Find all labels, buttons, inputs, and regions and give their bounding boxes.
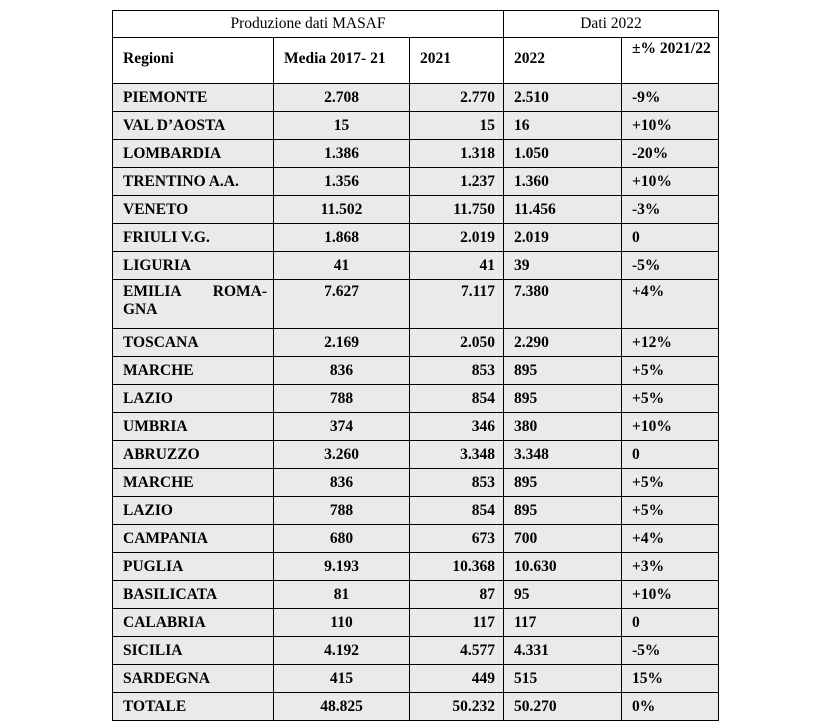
- value-2021-cell: 117: [410, 609, 504, 637]
- pct-cell: -5%: [622, 637, 719, 665]
- table-row: [113, 252, 719, 280]
- value-2022-cell: 39: [504, 252, 622, 280]
- region-cell: PUGLIA: [113, 553, 274, 581]
- region-cell: ABRUZZO: [113, 441, 274, 469]
- value-2022-cell: 2.019: [504, 224, 622, 252]
- value-2022-cell: 2.290: [504, 329, 622, 357]
- media-cell: 788: [274, 385, 410, 413]
- media-cell: 2.169: [274, 329, 410, 357]
- value-2022-cell: 895: [504, 385, 622, 413]
- column-header-pct: ±% 2021/22: [622, 38, 719, 84]
- media-cell: 11.502: [274, 196, 410, 224]
- value-2022-cell: 895: [504, 497, 622, 525]
- region-cell: UMBRIA: [113, 413, 274, 441]
- region-cell: MARCHE: [113, 357, 274, 385]
- column-header-row: [113, 38, 719, 84]
- media-cell: 415: [274, 665, 410, 693]
- pct-cell: +10%: [622, 581, 719, 609]
- group-header-2022: Dati 2022: [504, 11, 719, 38]
- value-2021-cell: 854: [410, 497, 504, 525]
- value-2021-cell: 50.232: [410, 693, 504, 721]
- value-2022-cell: 700: [504, 525, 622, 553]
- pct-cell: -9%: [622, 84, 719, 112]
- value-2021-cell: 2.770: [410, 84, 504, 112]
- value-2022-cell: 4.331: [504, 637, 622, 665]
- media-cell: 374: [274, 413, 410, 441]
- region-cell: LAZIO: [113, 497, 274, 525]
- value-2021-cell: 41: [410, 252, 504, 280]
- value-2021-cell: 673: [410, 525, 504, 553]
- value-2021-cell: 2.019: [410, 224, 504, 252]
- table-row: [113, 581, 719, 609]
- region-cell: LOMBARDIA: [113, 140, 274, 168]
- value-2022-cell: 2.510: [504, 84, 622, 112]
- value-2022-cell: 10.630: [504, 553, 622, 581]
- pct-cell: +5%: [622, 497, 719, 525]
- value-2022-cell: 117: [504, 609, 622, 637]
- value-2021-cell: 853: [410, 357, 504, 385]
- media-cell: 788: [274, 497, 410, 525]
- value-2021-cell: 11.750: [410, 196, 504, 224]
- value-2021-cell: 1.318: [410, 140, 504, 168]
- value-2022-cell: 1.360: [504, 168, 622, 196]
- media-cell: 81: [274, 581, 410, 609]
- value-2022-cell: 50.270: [504, 693, 622, 721]
- column-header-2021: 2021: [410, 38, 504, 84]
- table-row: [113, 525, 719, 553]
- media-cell: 1.868: [274, 224, 410, 252]
- pct-cell: +5%: [622, 385, 719, 413]
- table-row: [113, 497, 719, 525]
- media-cell: 3.260: [274, 441, 410, 469]
- region-cell: TOSCANA: [113, 329, 274, 357]
- region-cell: TRENTINO A.A.: [113, 168, 274, 196]
- region-cell: LIGURIA: [113, 252, 274, 280]
- pct-cell: +5%: [622, 469, 719, 497]
- region-cell: MARCHE: [113, 469, 274, 497]
- table-row: [113, 693, 719, 721]
- table-row: [113, 112, 719, 140]
- media-cell: 4.192: [274, 637, 410, 665]
- group-header-row: [113, 11, 719, 38]
- value-2021-cell: 3.348: [410, 441, 504, 469]
- pct-cell: +10%: [622, 112, 719, 140]
- table-row: [113, 665, 719, 693]
- region-cell: SARDEGNA: [113, 665, 274, 693]
- value-2021-cell: 2.050: [410, 329, 504, 357]
- table-row: [113, 84, 719, 112]
- value-2022-cell: 16: [504, 112, 622, 140]
- value-2021-cell: 1.237: [410, 168, 504, 196]
- value-2021-cell: 10.368: [410, 553, 504, 581]
- media-cell: 2.708: [274, 84, 410, 112]
- production-table: [112, 10, 719, 721]
- media-cell: 836: [274, 469, 410, 497]
- pct-cell: -3%: [622, 196, 719, 224]
- pct-cell: 15%: [622, 665, 719, 693]
- region-cell: LAZIO: [113, 385, 274, 413]
- value-2021-cell: 87: [410, 581, 504, 609]
- table-row: [113, 609, 719, 637]
- pct-cell: +10%: [622, 413, 719, 441]
- table-row: [113, 224, 719, 252]
- pct-cell: 0%: [622, 693, 719, 721]
- column-header-media: Media 2017- 21: [274, 38, 410, 84]
- column-header-2022: 2022: [504, 38, 622, 84]
- column-header-regioni: Regioni: [113, 38, 274, 84]
- table-row: [113, 329, 719, 357]
- region-cell: VENETO: [113, 196, 274, 224]
- table-row: [113, 553, 719, 581]
- pct-cell: +4%: [622, 280, 719, 329]
- media-cell: 1.386: [274, 140, 410, 168]
- pct-cell: +5%: [622, 357, 719, 385]
- table-row: [113, 469, 719, 497]
- pct-cell: +10%: [622, 168, 719, 196]
- value-2021-cell: 853: [410, 469, 504, 497]
- region-cell: VAL D’AOSTA: [113, 112, 274, 140]
- value-2021-cell: 7.117: [410, 280, 504, 329]
- pct-cell: 0: [622, 609, 719, 637]
- media-cell: 1.356: [274, 168, 410, 196]
- pct-cell: 0: [622, 441, 719, 469]
- media-cell: 836: [274, 357, 410, 385]
- media-cell: 110: [274, 609, 410, 637]
- value-2021-cell: 346: [410, 413, 504, 441]
- pct-cell: +3%: [622, 553, 719, 581]
- value-2022-cell: 3.348: [504, 441, 622, 469]
- table-row: [113, 441, 719, 469]
- region-cell: SICILIA: [113, 637, 274, 665]
- value-2022-cell: 380: [504, 413, 622, 441]
- region-cell: TOTALE: [113, 693, 274, 721]
- pct-cell: +12%: [622, 329, 719, 357]
- value-2022-cell: 895: [504, 469, 622, 497]
- group-header-masaf: Produzione dati MASAF: [113, 11, 504, 38]
- region-cell: BASILICATA: [113, 581, 274, 609]
- media-cell: 41: [274, 252, 410, 280]
- value-2021-cell: 4.577: [410, 637, 504, 665]
- media-cell: 7.627: [274, 280, 410, 329]
- region-cell: EMILIA ROMA- GNA: [113, 280, 274, 329]
- value-2021-cell: 15: [410, 112, 504, 140]
- region-cell: FRIULI V.G.: [113, 224, 274, 252]
- value-2022-cell: 895: [504, 357, 622, 385]
- table-row: [113, 140, 719, 168]
- table-row: [113, 385, 719, 413]
- table-row: [113, 637, 719, 665]
- pct-cell: -5%: [622, 252, 719, 280]
- value-2022-cell: 95: [504, 581, 622, 609]
- media-cell: 15: [274, 112, 410, 140]
- region-cell: PIEMONTE: [113, 84, 274, 112]
- table-row: [113, 357, 719, 385]
- media-cell: 9.193: [274, 553, 410, 581]
- value-2022-cell: 1.050: [504, 140, 622, 168]
- table-row: [113, 196, 719, 224]
- pct-cell: -20%: [622, 140, 719, 168]
- value-2022-cell: 11.456: [504, 196, 622, 224]
- pct-cell: +4%: [622, 525, 719, 553]
- value-2022-cell: 515: [504, 665, 622, 693]
- table-row: [113, 413, 719, 441]
- pct-cell: 0: [622, 224, 719, 252]
- region-cell: CAMPANIA: [113, 525, 274, 553]
- region-cell: CALABRIA: [113, 609, 274, 637]
- value-2021-cell: 449: [410, 665, 504, 693]
- table-row: [113, 168, 719, 196]
- media-cell: 680: [274, 525, 410, 553]
- value-2022-cell: 7.380: [504, 280, 622, 329]
- value-2021-cell: 854: [410, 385, 504, 413]
- media-cell: 48.825: [274, 693, 410, 721]
- table-row: [113, 280, 719, 329]
